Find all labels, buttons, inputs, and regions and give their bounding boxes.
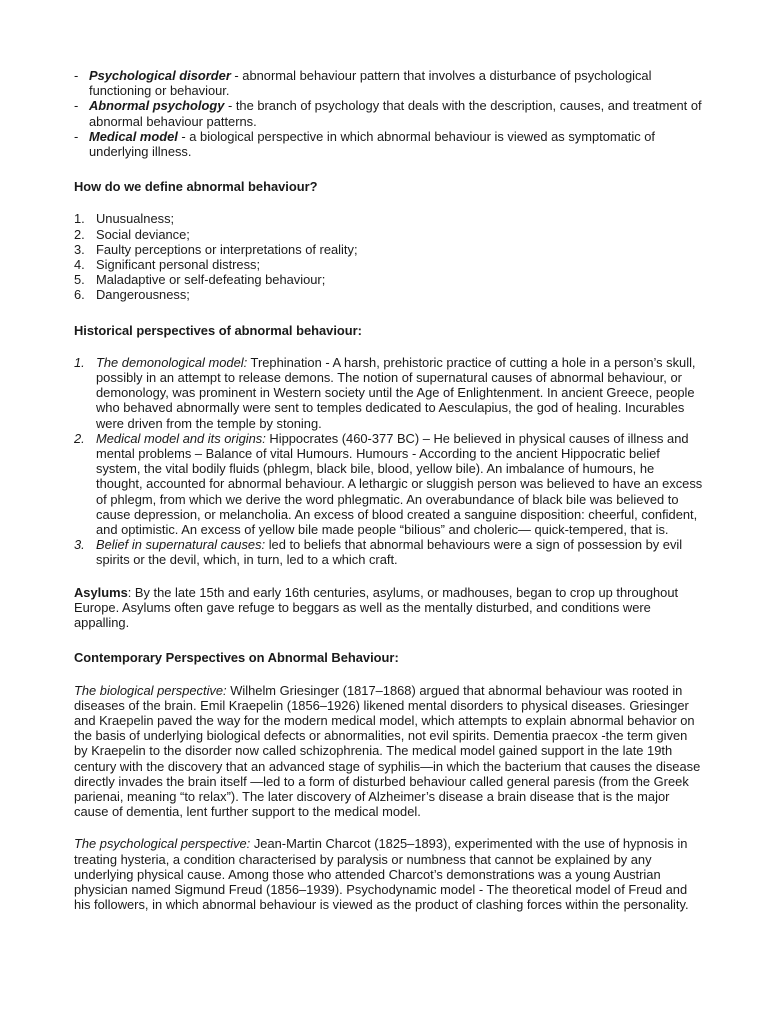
psychological-label: The psychological perspective: [74, 836, 251, 852]
list-text: Faulty perceptions or interpretations of reality; [96, 241, 358, 257]
historical-text: Trephination - A harsh, prehistoric practice of cutting a hole in a person’s skull, possibly in an attempt to release demons. The notion of supernatural causes of abnormal behaviour, or demonology, was prominent in Western society until the Age of Enlightenment. In ancient Greece, people who behaved abnormally were sent to temples dedicated to Aesculapius, the god of healing. Incurables were driven from the temple by stoning. [96, 354, 696, 431]
list-number: 1. [74, 211, 85, 227]
biological-label: The biological perspective: [74, 682, 227, 698]
list-number: 6. [74, 287, 85, 303]
psychological-text: Jean-Martin Charcot (1825–1893), experimented with the use of hypnosis in treating hysteria, a condition characterised by paralysis or numbness that cannot be explained by any underlying physical cause. Among those who attended Charcot’s demonstrations was a young Austrian physician named Sigmund Freud (1856–1939). Psychodynamic model - The theoretical model of Freud and his followers, in which abnormal behaviour is viewed as the product of clashing forces within the personality. [74, 836, 689, 913]
historical-title: Belief in supernatural causes: [96, 537, 266, 553]
historical-title: The demonological model: [96, 354, 248, 370]
asylums-text: : By the late 15th and early 16th centuries, asylums, or madhouses, began to crop up throughout Europe. Asylums often gave refuge to beggars as well as the mentally disturbed, and conditions were appalling. [74, 584, 679, 631]
list-item [74, 242, 704, 257]
definition-text: - a biological perspective in which abnormal behaviour is viewed as symptomatic of underlying illness. [89, 128, 656, 160]
historical-item [74, 431, 704, 537]
contemporary-heading: Contemporary Perspectives on Abnormal Behaviour: [74, 650, 399, 666]
psychological-paragraph [74, 836, 704, 912]
definition-term: Abnormal psychology [89, 98, 225, 114]
list-item [74, 287, 704, 302]
list-number: 3. [74, 537, 85, 553]
list-number: 4. [74, 257, 85, 273]
definitions-list [74, 68, 704, 159]
biological-text: Wilhelm Griesinger (1817–1868) argued that abnormal behaviour was rooted in diseases of the brain. Emil Kraepelin (1856–1926) likened mental disorders to physical diseases. Griesinger and Kraepelin paved the way for the modern medical model, which attempts to explain abnormal behavior on the basis of underlying biological defects or abnormalities, not evil spirits. Dementia praecox -the term given by Kraepelin to the disorder now called schizophrenia. The medical model gained support in the late 19th century with the discovery that an advanced stage of syphilis—in which the bacterium that causes the disease directly invades the brain itself —led to a form of disturbed behaviour called general paresis (from the Greek parienai, meaning “to relax”). The later discovery of Alzheimer’s disease a brain disease that is the major cause of dementia, lent further support to the medical model. [74, 682, 701, 820]
list-item [74, 257, 704, 272]
list-text: Unusualness; [96, 211, 175, 227]
list-text: Dangerousness; [96, 287, 190, 303]
historical-title: Medical model and its origins: [96, 430, 266, 446]
definition-item [74, 68, 704, 98]
asylums-paragraph [74, 585, 704, 631]
historical-item [74, 355, 704, 431]
definition-term: Psychological disorder [89, 68, 231, 83]
definition-item [74, 129, 704, 159]
asylums-label: Asylums [74, 584, 128, 600]
list-item [74, 211, 704, 226]
historical-list [74, 355, 704, 568]
criteria-list [74, 211, 704, 302]
historical-item [74, 537, 704, 567]
definition-item [74, 98, 704, 128]
define-heading: How do we define abnormal behaviour? [74, 179, 318, 195]
list-number: 5. [74, 272, 85, 288]
historical-text: Hippocrates (460-377 BC) – He believed in physical causes of illness and mental problems – Balance of vital Humours. Humours - According to the ancient Hippocratic belief system, the vital bodily fluids (phlegm, black bile, blood, yellow bile). An imbalance of humours, he thought, accounted for abnormal behaviour. A lethargic or sluggish person was believed to have an excess of phlegm, from which we derive the word phlegmatic. An overabundance of black bile was believed to cause depression, or melancholia. An excess of blood created a sanguine disposition: cheerful, confident, and optimistic. An excess of yellow bile made people “bilious” and choleric— quick-tempered, that is. [96, 430, 703, 538]
list-item [74, 272, 704, 287]
list-text: Social deviance; [96, 226, 190, 242]
historical-heading: Historical perspectives of abnormal behaviour: [74, 322, 362, 338]
list-text: Significant personal distress; [96, 257, 261, 273]
definition-term: Medical model [89, 128, 178, 144]
list-number: 2. [74, 226, 85, 242]
historical-text: led to beliefs that abnormal behaviours were a sign of possession by evil spirits or the devil, which, in turn, led to a which craft. [96, 537, 683, 568]
document-page [74, 68, 704, 912]
list-text: Maladaptive or self-defeating behaviour; [96, 272, 326, 288]
list-number: 3. [74, 241, 85, 257]
biological-paragraph [74, 683, 704, 820]
list-item [74, 227, 704, 242]
list-number: 2. [74, 430, 85, 446]
definition-text: - the branch of psychology that deals with the description, causes, and treatment of abnormal behaviour patterns. [89, 98, 702, 129]
definition-text: - abnormal behaviour pattern that involves a disturbance of psychological functioning or behaviour. [89, 68, 652, 99]
list-number: 1. [74, 354, 85, 370]
